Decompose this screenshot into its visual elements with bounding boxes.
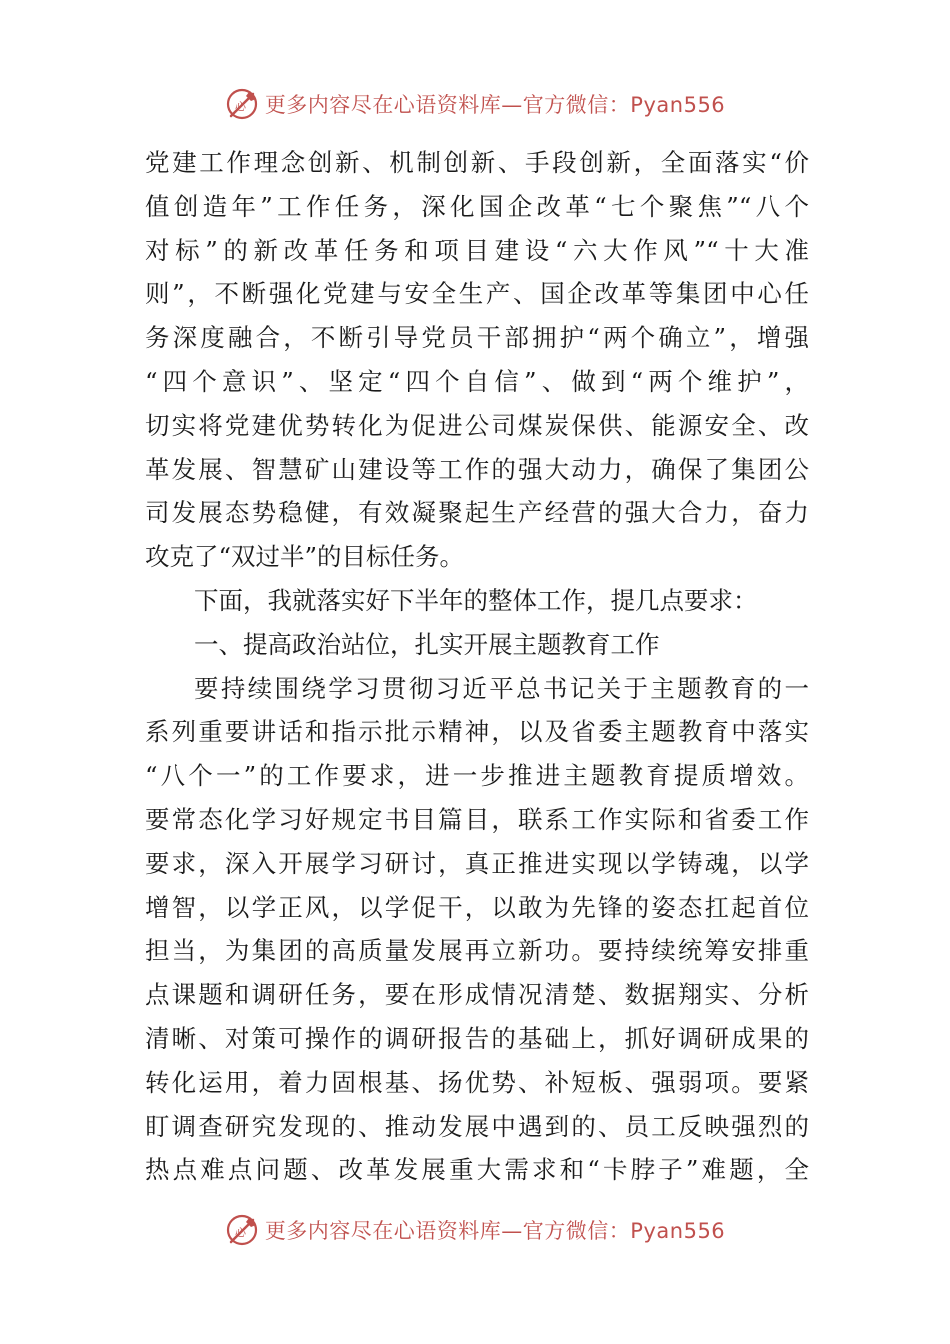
text-line: 清晰、对策可操作的调研报告的基础上，抓好调研成果的 bbox=[145, 1023, 809, 1053]
svg-text:心: 心 bbox=[234, 1226, 246, 1239]
footer-watermark-banner bbox=[0, 1210, 950, 1250]
text-line: 增智，以学正风，以学促干，以敢为先锋的姿态扛起首位 bbox=[145, 892, 809, 922]
text-line: 要常态化学习好规定书目篇目，联系工作实际和省委工作 bbox=[145, 804, 809, 834]
text-line: 转化运用，着力固根基、扬优势、补短板、强弱项。要紧 bbox=[145, 1067, 809, 1097]
text-line: “八个一”的工作要求，进一步推进主题教育提质增效。 bbox=[145, 761, 809, 791]
text-line: 革发展、智慧矿山建设等工作的强大动力，确保了集团公 bbox=[145, 454, 809, 484]
section-heading: 一、提高政治站位，扎实开展主题教育工作 bbox=[194, 629, 660, 659]
text-line: 对标”的新改革任务和项目建设“六大作风”“十大准 bbox=[145, 235, 809, 265]
document-body bbox=[145, 141, 809, 1192]
text-line: 盯调查研究发现的、推动发展中遇到的、员工反映强烈的 bbox=[145, 1111, 809, 1141]
text-line: 点课题和调研任务，要在形成情况清楚、数据翔实、分析 bbox=[145, 980, 809, 1010]
text-line: 切实将党建优势转化为促进公司煤炭保供、能源安全、改 bbox=[145, 410, 809, 440]
text-line: 要持续围绕学习贯彻习近平总书记关于主题教育的一 bbox=[194, 673, 809, 703]
text-line: 则”，不断强化党建与安全生产、国企改革等集团中心任 bbox=[145, 279, 809, 309]
text-line: 担当，为集团的高质量发展再立新功。要持续统筹安排重 bbox=[145, 936, 809, 966]
svg-text:心: 心 bbox=[234, 100, 246, 113]
text-line: 热点难点问题、改革发展重大需求和“卡脖子”难题，全 bbox=[145, 1155, 809, 1185]
text-line: “四个意识”、坚定“四个自信”、做到“两个维护”， bbox=[145, 366, 809, 396]
text-line: 党建工作理念创新、机制创新、手段创新，全面落实“价 bbox=[145, 148, 809, 177]
text-line: 司发展态势稳健，有效凝聚起生产经营的强大合力，奋力 bbox=[145, 498, 809, 528]
header-watermark-banner bbox=[0, 84, 950, 124]
text-line: 值创造年”工作任务，深化国企改革“七个聚焦”“八个 bbox=[145, 191, 809, 221]
text-line: 务深度融合，不断引导党员干部拥护“两个确立”，增强 bbox=[145, 323, 809, 353]
header-watermark-text: 更多内容尽在心语资料库—官方微信：Pyan556 bbox=[264, 93, 726, 117]
footer-watermark-text: 更多内容尽在心语资料库—官方微信：Pyan556 bbox=[264, 1219, 726, 1243]
text-line: 下面，我就落实好下半年的整体工作，提几点要求： bbox=[194, 585, 758, 615]
text-line: 要求，深入开展学习研讨，真正推进实现以学铸魂，以学 bbox=[145, 848, 809, 878]
pen-logo-icon bbox=[225, 86, 261, 122]
pen-logo-icon bbox=[225, 1212, 261, 1248]
text-line: 系列重要讲话和指示批示精神，以及省委主题教育中落实 bbox=[145, 717, 809, 747]
text-line: 攻克了“双过半”的目标任务。 bbox=[145, 542, 465, 572]
